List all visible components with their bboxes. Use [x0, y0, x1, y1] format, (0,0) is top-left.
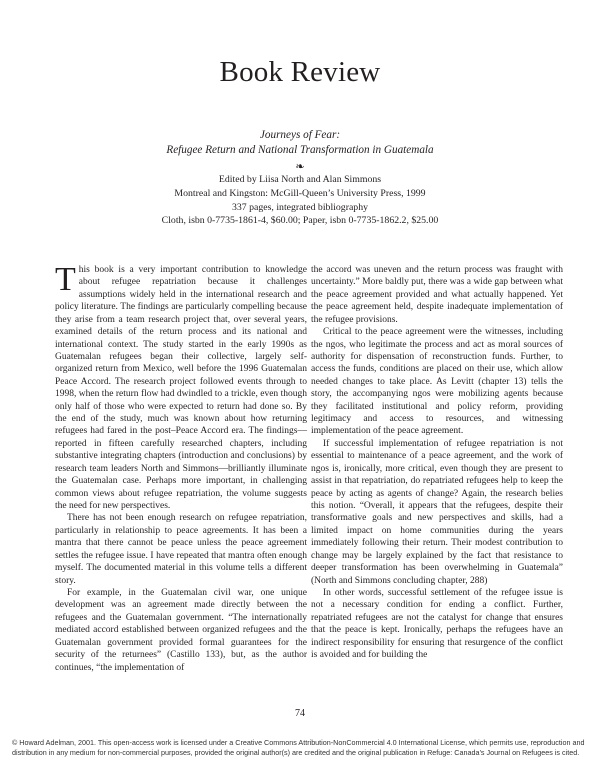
right-paragraph-2: Critical to the peace agreement were the witnesses, including the ngos, who legitimate the process and act as moral sources of authority for dispensation of reconstruction funds. Further, to access the funds, conditions are placed on their use, which allow needed changes to take place. As Levitt (chapter 13) tells the story, the accompanying ngos were mobilizing agents because they facilitated institutional and policy reform, providing legitimacy and access to resources, and witnessing implementation of the peace agreement.: [311, 327, 563, 437]
drop-cap: T: [55, 261, 76, 298]
left-paragraph-1: [55, 261, 307, 512]
page-title: Book Review: [219, 56, 381, 88]
page-number: 74: [295, 708, 305, 719]
right-paragraph-1: the accord was uneven and the return process was fraught with uncertainty.” More baldly put, there was a wide gap between what the peace agreement provided and what actually happened. Yet the peace agreement held, despite inadequate implementation of the refugee provisions.: [311, 265, 563, 325]
right-paragraph-4: In other words, successful settlement of the refugee issue is not a necessary condition for ending a conflict. Further, repatriated refugees are not the catalyst for change that ensures that the peace is kept. Ironically, perhaps the refugees have an indirect responsibility for ensuring that resurgence of the conflict is avoided and for building the: [311, 587, 563, 661]
license-notice: © Howard Adelman, 2001. This open-access work is licensed under a Creative Commons Attribution-NonCommercial 4.0 International License, which permits use, reproduction and distribution in any medium for non-commercial purposes, provided the original author(s) are credited and the original publication in Refuge: Canada’s Journal on Refugees is cited.: [12, 738, 585, 757]
book-pages: 337 pages, integrated bibliography: [231, 201, 369, 213]
book-title: [0, 128, 600, 158]
right-paragraph-3: If successful implementation of refugee repatriation is not essential to maintenance of a peace agreement, and the work of ngos is, ironically, more critical, even though they are present to assist in that repatriation, do repatriated refugees help to keep the peace by acting as agents of change? Again, the research belies this notion. “Overall, it appears that the refugees, despite their transformative goals and new perspectives and skills, had a limited impact on home communities during the years immediately following their return. Their modest contribution to change may be largely explained by the fact that resistance to deeper transformation has been overwhelming in Guatemala” (North and Simmons concluding chapter, 288): [311, 438, 563, 586]
book-publisher: Montreal and Kingston: McGill-Queen’s University Press, 1999: [174, 187, 426, 199]
book-details: [0, 173, 600, 228]
book-title-line-2: Refugee Return and National Transformation in Guatemala: [166, 144, 434, 156]
right-column: [311, 264, 563, 662]
left-column: [55, 261, 307, 674]
book-editors: Edited by Liisa North and Alan Simmons: [218, 174, 382, 185]
fleuron-ornament-icon: ❧: [295, 161, 305, 173]
left-paragraph-3: For example, in the Guatemalan civil war, one unique development was an agreement made directly between the refugees and the Guatemalan government. “The internationally mediated accord established between organized refugees and the Guatemalan government provided formal guarantees for the security of the returnees” (Castillo 133), but, as the author continues, “the implementation of: [55, 587, 307, 673]
book-price: Cloth, isbn 0-7735-1861-4, $60.00; Paper, isbn 0-7735-1862.2, $25.00: [161, 215, 439, 227]
book-title-line-1: Journeys of Fear:: [259, 129, 341, 141]
left-paragraph-2: There has not been enough research on refugee repatriation, particularly in relationship to peace agreements. It has been a mantra that there cannot be peace unless the peace agreement settles the refugee issue. I have repeated that mantra often enough myself. The documented material in this volume tells a different story.: [55, 513, 307, 586]
left-paragraph-1-text: his book is a very important contribution to knowledge about refugee repatriation because it challenges assumptions widely held in the international research and policy literature. The findings are particularly compelling because they arise from a team research project that, over several years, examined details of the return process and its national and international context. The study started in the early 1990s as Guatemalan refugees began their collective, largely self-organized return from Mexico, well before the 1996 Guatemalan Peace Accord. The research project followed events through to 1998, when the return flow had dwindled to a trickle, even though only half of those who were expected to return had done so. By the end of the study, much was known about how returning refugees had fared in the post–Peace Accord era. The findings—reported in fifteen carefully researched chapters, including substantive integrating chapters (introduction and conclusions) by research team leaders North and Simmons—brilliantly illuminate the Guatemalan case. Perhaps more important, in challenging common views about refugee repatriation, the volume suggests the need for new perspectives.: [55, 265, 307, 512]
